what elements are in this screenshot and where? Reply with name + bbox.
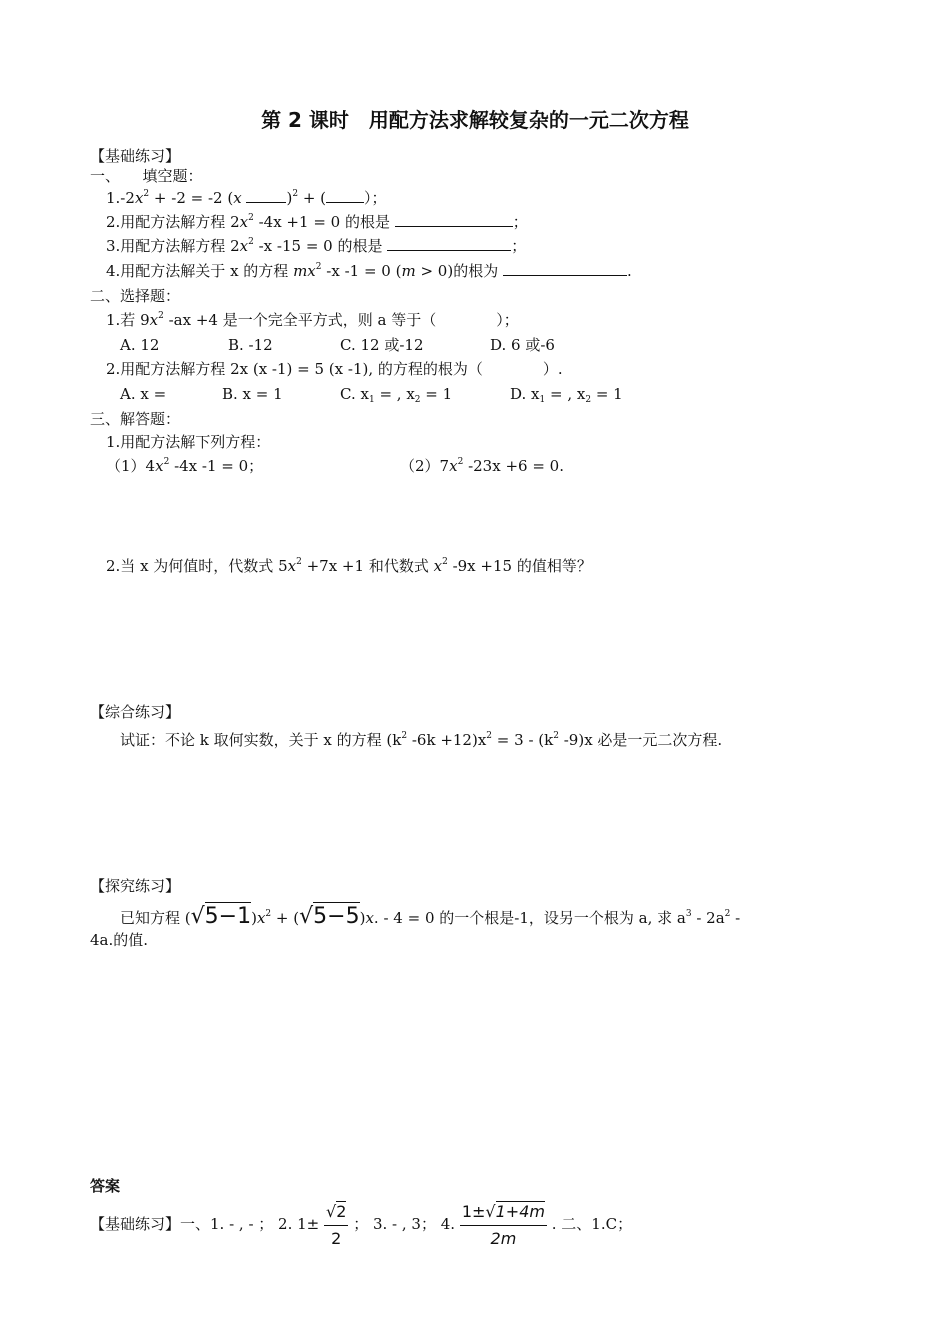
answer-heading: 答案 bbox=[90, 1177, 121, 1195]
fill-q3: 3.用配方法解方程 $2x^2$ -x -15 = 0 的根是 ； bbox=[106, 237, 527, 255]
part2-heading: 二、选择题： bbox=[90, 287, 181, 305]
solve-q1a: $(1)4x^2$ -4x -1 = 0； bbox=[106, 457, 264, 475]
explore-question-line2: 4a.的值. bbox=[90, 931, 149, 949]
choice-q1: 1.若 $9x^2$ -ax +4 是一个完全平方式，则 a 等于（ ）； bbox=[106, 311, 519, 329]
answer-line: 【基础练习】一、1. - , - ； 2. 1± $\frac{√2}{2}$ ； 3. - , 3； 4. $\frac{1\pm√1+4m}{2m}$ . 二、1.C； bbox=[90, 1201, 633, 1248]
choice-q2: 2.用配方法解方程 2x (x -1) = 5 (x -1), 的方程的根为（ ）. bbox=[106, 360, 563, 378]
choice-q1-option-d: D. 6 或-6 bbox=[490, 336, 555, 354]
fraction-sqrt2-over-2: $\frac{√2}{2}$ bbox=[326, 1201, 347, 1248]
sqrt-expr-2: √5−5 bbox=[299, 904, 360, 929]
choice-q2-option-d: D. $x_1$ = , $x_2 = 1$ bbox=[510, 385, 623, 405]
choice-q2-option-a: A. x = bbox=[120, 385, 167, 403]
sqrt-expr-1: √5−1 bbox=[190, 904, 252, 929]
section-basic: 【基础练习】 bbox=[90, 147, 181, 165]
choice-q1-option-a: A. 12 bbox=[120, 336, 160, 354]
part1-heading: 一、 填空题： bbox=[90, 167, 203, 185]
page-title: 第 2 课时 用配方法求解较复杂的一元二次方程 bbox=[261, 108, 689, 132]
fill-q1: $1.-2x^2 + -2 = -2$ (x )$^2$ + ( ）； bbox=[106, 189, 387, 207]
comprehensive-question: 试证：不论 k 取何实数，关于 x 的方程 ($k^2$ $-6k +12)x^2 = 3 - (k^2$ -9)x 必是一元二次方程. bbox=[120, 731, 723, 749]
solve-q1b: $(2)7x^2$ -23x +6 = 0. bbox=[400, 457, 564, 475]
choice-q2-option-c: C. $x_1$ = , $x_2 = 1$ bbox=[340, 385, 453, 405]
section-explore: 【探究练习】 bbox=[90, 877, 181, 895]
solve-q1: 1.用配方法解下列方程： bbox=[106, 433, 271, 451]
choice-q1-option-b: B. -12 bbox=[228, 336, 273, 354]
section-comprehensive: 【综合练习】 bbox=[90, 703, 181, 721]
fraction-root-formula: $\frac{1\pm√1+4m}{2m}$ bbox=[461, 1201, 545, 1248]
explore-question: 已知方程 $(√5-1)x^2 + (√5-5)x$. - 4 = 0 的一个根是-1，设另一个根为 a, 求 $a^3 - 2a^2$ - bbox=[120, 904, 741, 929]
part3-heading: 三、解答题： bbox=[90, 410, 181, 428]
choice-q1-option-c: C. 12 或-12 bbox=[340, 336, 424, 354]
choice-q2-option-b: B. x = 1 bbox=[222, 385, 283, 403]
fill-q4: 4.用配方法解关于 x 的方程 $mx^2$ -x -1 = 0 (m > 0)的根为 . bbox=[106, 262, 632, 280]
solve-q2: 2.当 x 为何值时，代数式 $5x^2 +7x +1$ 和代数式 $x^2$ -9x +15 的值相等？ bbox=[106, 557, 592, 575]
fill-q2: 2.用配方法解方程 $2x^2$ -4x +1 = 0 的根是 ； bbox=[106, 213, 528, 231]
